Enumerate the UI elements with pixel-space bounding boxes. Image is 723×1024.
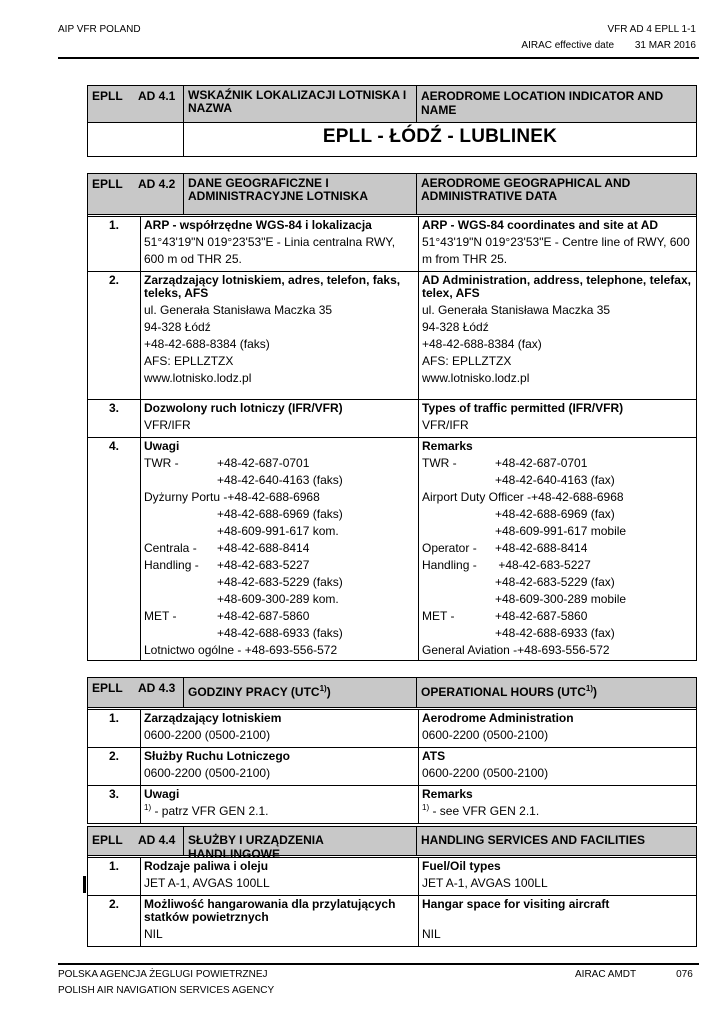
contact-line: Airport Duty Officer -+48-42-688-6968 [422, 490, 624, 504]
agency-name-pl: POLSKA AGENCJA ŻEGLUGI POWIETRZNEJ [58, 969, 268, 980]
phone-number: +48-42-687-5860 [217, 609, 310, 623]
phone-number: +48-42-688-8414 [495, 541, 588, 555]
section-ad44 [87, 826, 697, 947]
section-title-en: HANDLING SERVICES AND FACILITIES [421, 833, 646, 847]
row-heading-en: Hangar space for visiting aircraft [422, 897, 610, 911]
footer-agency [58, 967, 274, 999]
row-heading-pl: Uwagi [144, 439, 180, 453]
header-rule [58, 57, 699, 59]
phone-number: +48-42-640-4163 (faks) [217, 473, 343, 487]
row-text-en: 51°43'19"N 019°23'53"E - Centre line of RWY, 600 m from THR 25. [422, 235, 690, 266]
table-row [88, 858, 696, 895]
amendment-margin-bar [83, 876, 86, 893]
aerodrome-name: EPLL - ŁÓDŹ - LUBLINEK [322, 126, 558, 147]
row-number: 1. [88, 217, 141, 271]
row-heading-pl: Uwagi [144, 787, 180, 801]
phone-number: +48-42-688-6933 (faks) [217, 626, 343, 640]
remark-text: $^{1)}$ - patrz VFR GEN 2.1. [144, 803, 269, 818]
contact-line: Dyżurny Portu -+48-42-688-6968 [144, 490, 320, 504]
phone-number: +48-609-991-617 kom. [217, 524, 339, 538]
row-heading-pl: Rodzaje paliwa i oleju [144, 859, 269, 873]
section-title-en: OPERATIONAL HOURS (UTC$^{1)}$) [421, 684, 598, 699]
row-heading-en: Types of traffic permitted (IFR/VFR) [422, 401, 624, 415]
phone-number: +48-42-640-4163 (fax) [495, 473, 615, 487]
row-text-pl: 51°43'19"N 019°23'53"E - Linia centralna RWY, 600 m od THR 25. [144, 235, 396, 266]
phone-number: +48-42-687-0701 [495, 456, 588, 470]
header-airac [503, 40, 696, 51]
ad-code: EPLL [92, 833, 123, 847]
section-title-pl: GODZINY PRACY (UTC$^{1)}$) [184, 678, 417, 707]
row-number: 2. [88, 272, 141, 399]
row-heading-en: ATS [422, 749, 446, 763]
contact-label: Handling - [422, 558, 477, 572]
row-heading-en: Remarks [422, 787, 473, 801]
fuel-types: JET A-1, AVGAS 100LL [422, 876, 548, 890]
row-heading-pl: Służby Ruchu Lotniczego [144, 749, 290, 763]
table-row [88, 710, 696, 747]
phone-number: +48-42-683-5227 [217, 558, 310, 572]
amdt-label: AIRAC AMDT [575, 969, 637, 980]
phone-number: +48-42-687-0701 [217, 456, 310, 470]
contact-label: MET - [144, 609, 177, 623]
contact-label: MET - [422, 609, 455, 623]
contact-label: Handling - [144, 558, 199, 572]
phone-number: +48-42-688-6969 (fax) [495, 507, 615, 521]
table-row [88, 399, 696, 437]
contact-line: Lotnictwo ogólne - +48-693-556-572 [144, 643, 338, 657]
row-heading-pl: ARP - współrzędne WGS-84 i lokalizacja [144, 218, 372, 232]
phone-number: +48-42-683-5229 (fax) [495, 575, 615, 589]
section-number: AD 4.2 [138, 177, 176, 191]
contact-label: Operator - [422, 541, 477, 555]
footer-rule [58, 963, 699, 965]
header-left: AIP VFR POLAND [58, 24, 141, 35]
phone-number: +48-42-683-5229 (faks) [217, 575, 343, 589]
phone-number: +48-609-300-289 mobile [495, 592, 627, 606]
row-heading-en: Fuel/Oil types [422, 859, 501, 873]
fax-line: +48-42-688-8384 (fax) [422, 337, 542, 351]
phone-number: +48-42-688-6969 (faks) [217, 507, 343, 521]
section-ad41 [87, 85, 697, 157]
row-heading-pl: Możliwość hangarowania dla przylatujących statków powietrznych [144, 897, 396, 924]
phone-number: +48-609-300-289 kom. [217, 592, 339, 606]
section-number: AD 4.4 [138, 833, 176, 847]
amdt-number: 076 [676, 969, 693, 980]
section-number: AD 4.1 [138, 89, 176, 103]
phone-number: +48-42-688-6933 (fax) [495, 626, 615, 640]
section-ad43 [87, 677, 697, 824]
phone-number: +48-42-683-5227 [495, 558, 591, 572]
row-text-en: VFR/IFR [422, 418, 469, 432]
row-number: 2. [88, 896, 141, 946]
fax-line: +48-42-688-8384 (faks) [144, 337, 270, 351]
airac-label: AIRAC effective date [521, 40, 615, 51]
address-line: 94-328 Łódź [422, 320, 489, 334]
phone-number: +48-42-688-8414 [217, 541, 310, 555]
afs-line: AFS: EPLLZTZX [422, 354, 512, 368]
section-title-en: AERODROME LOCATION INDICATOR AND NAME [421, 89, 664, 117]
afs-line: AFS: EPLLZTZX [144, 354, 234, 368]
hours: 0600-2200 (0500-2100) [144, 728, 271, 742]
ad-code: EPLL [92, 89, 123, 103]
row-heading-en: AD Administration, address, telephone, telefax, telex, AFS [422, 273, 691, 300]
section-title-pl: DANE GEOGRAFICZNE I ADMINISTRACYJNE LOTNISKA [184, 174, 417, 214]
ad-code: EPLL [92, 177, 123, 191]
footer-amdt [575, 967, 693, 983]
row-number: 1. [88, 858, 141, 895]
row-number: 4. [88, 438, 141, 660]
hangar-space: NIL [144, 927, 163, 941]
section-ad42 [87, 173, 697, 661]
row-number: 2. [88, 748, 141, 785]
airac-date: 31 MAR 2016 [634, 40, 696, 51]
contact-label: TWR - [144, 456, 179, 470]
section-title-pl: SŁUŻBY I URZĄDZENIA HANDLINGOWE [184, 827, 417, 855]
row-number: 1. [88, 710, 141, 747]
row-heading-en: ARP - WGS-84 coordinates and site at AD [422, 218, 659, 232]
hours: 0600-2200 (0500-2100) [422, 766, 549, 780]
row-text-pl: VFR/IFR [144, 418, 191, 432]
website-line: www.lotnisko.lodz.pl [422, 371, 530, 385]
ad-code: EPLL [92, 681, 123, 695]
row-number: 3. [88, 400, 141, 437]
table-row [88, 437, 696, 660]
table-row [88, 895, 696, 946]
section-title-pl: WSKAŹNIK LOKALIZACJI LOTNISKA I NAZWA [184, 86, 417, 122]
row-number: 3. [88, 786, 141, 823]
phone-number: +48-42-687-5860 [495, 609, 588, 623]
section-number: AD 4.3 [138, 681, 176, 695]
remark-text: $^{1)}$ - see VFR GEN 2.1. [422, 803, 540, 818]
table-row [88, 785, 696, 823]
website-line: www.lotnisko.lodz.pl [144, 371, 252, 385]
hangar-space: NIL [422, 927, 441, 941]
address-line: ul. Generała Stanisława Maczka 35 [144, 303, 333, 317]
row-heading-pl: Zarządzający lotniskiem, adres, telefon, faks, teleks, AFS [144, 273, 401, 300]
contact-label: Centrala - [144, 541, 197, 555]
row-heading-en: Aerodrome Administration [422, 711, 574, 725]
hours: 0600-2200 (0500-2100) [144, 766, 271, 780]
hours: 0600-2200 (0500-2100) [422, 728, 549, 742]
agency-name-en: POLISH AIR NAVIGATION SERVICES AGENCY [58, 985, 275, 996]
table-row [88, 271, 696, 399]
row-heading-pl: Dozwolony ruch lotniczy (IFR/VFR) [144, 401, 343, 415]
fuel-types: JET A-1, AVGAS 100LL [144, 876, 270, 890]
phone-number: +48-609-991-617 mobile [495, 524, 627, 538]
row-heading-pl: Zarządzający lotniskiem [144, 711, 282, 725]
table-row [88, 747, 696, 785]
header-right: VFR AD 4 EPLL 1-1 [607, 24, 696, 35]
section-title-en: AERODROME GEOGRAPHICAL AND ADMINISTRATIVE DATA [421, 176, 631, 203]
address-line: 94-328 Łódź [144, 320, 211, 334]
table-row [88, 217, 696, 271]
row-heading-en: Remarks [422, 439, 473, 453]
address-line: ul. Generała Stanisława Maczka 35 [422, 303, 611, 317]
contact-line: General Aviation -+48-693-556-572 [422, 643, 610, 657]
contact-label: TWR - [422, 456, 457, 470]
